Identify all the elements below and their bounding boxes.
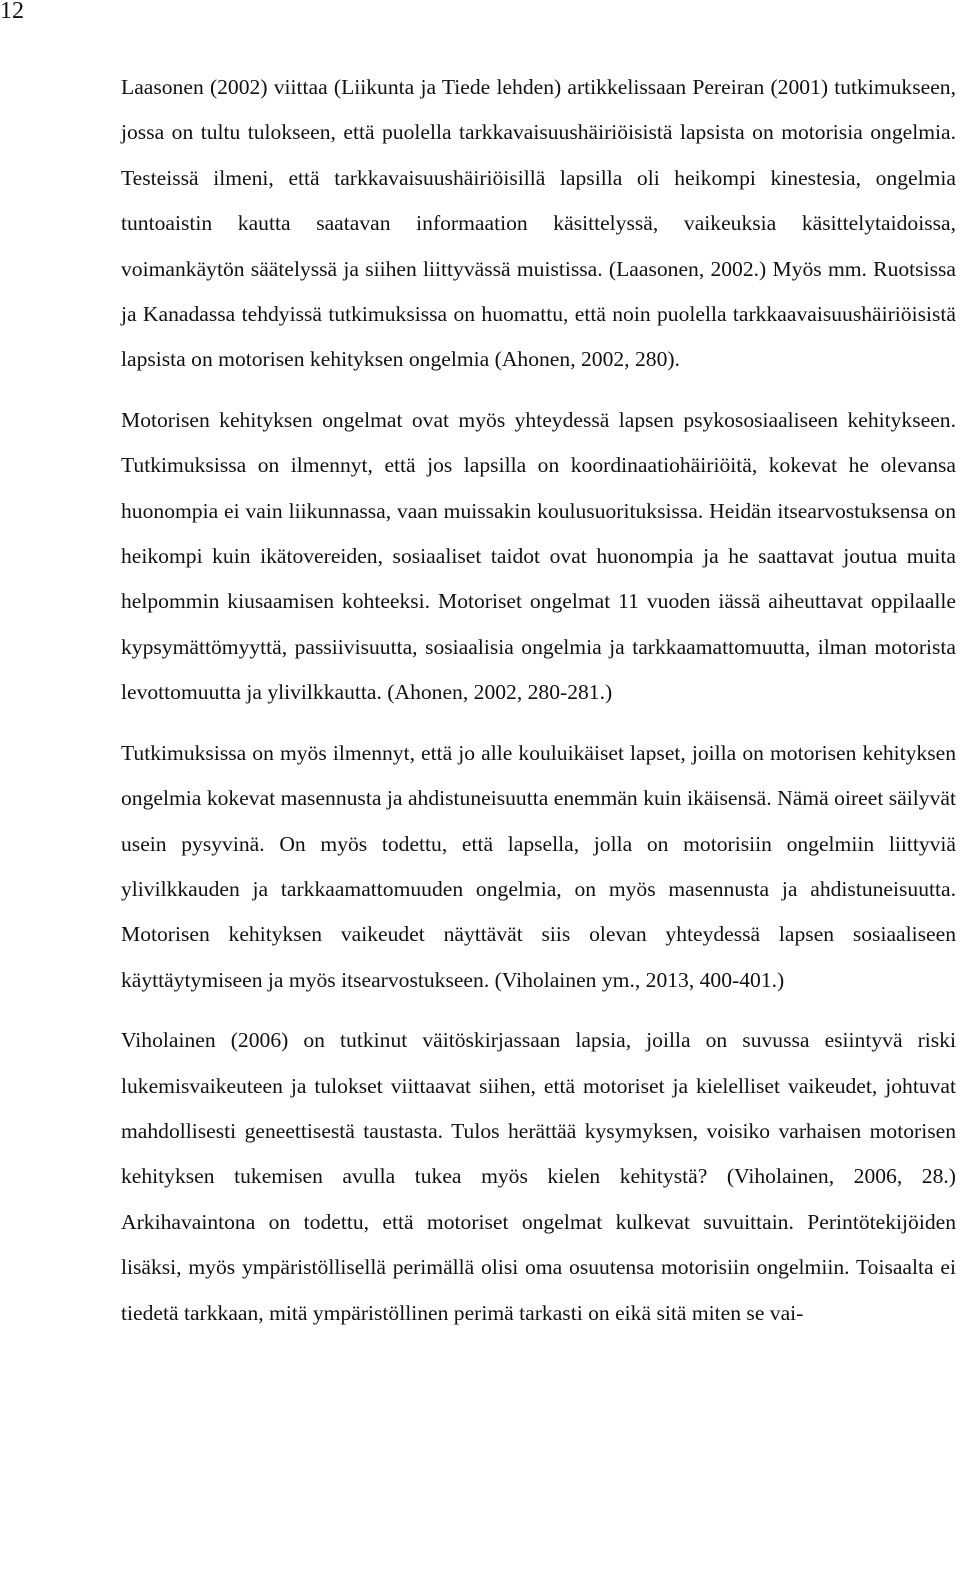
sentence: (Viholainen, 2006, 28.) <box>726 1164 956 1189</box>
paragraph-psychosocial <box>121 398 956 716</box>
sentence: Motorisen kehityksen ongelmat ovat myös yhteydessä lapsen psykososiaaliseen kehitykseen. <box>121 407 956 432</box>
sentence: Myös mm. Ruotsissa ja Kanadassa tehdyissä tutkimuksissa on huomattu, että noin puolella tarkkaavaisuushäiriöisistä lapsista on motorisen kehityksen ongelmia (Ahonen, 2002, 280). <box>121 256 956 372</box>
paragraph-preschool <box>121 731 956 1003</box>
sentence: Toisaalta ei tiedetä tarkkaan, mitä ympäristöllinen perimä tarkasti on eikä sitä miten se vai- <box>121 1255 956 1325</box>
sentence: Motoriset ongelmat 11 vuoden iässä aiheuttavat oppilaalle kypsymättömyyttä, passiivisuutta, sosiaalisia ongelmia ja tarkkaamattomuutta, ilman motorista levottomuutta ja ylivilkkautta. <box>121 589 956 705</box>
sentence: (Laasonen, 2002.) <box>608 256 767 281</box>
sentence: (Viholainen ym., 2013, 400-401.) <box>494 967 785 992</box>
sentence: Nämä oireet säilyvät usein pysyvinä. <box>121 786 956 856</box>
sentence: Motorisen kehityksen vaikeudet näyttävät siis olevan yhteydessä lapsen sosiaaliseen käyttäytymiseen ja myös itsearvostukseen. <box>121 922 956 992</box>
paragraph-laasonen <box>121 65 956 383</box>
page-number: 12 <box>0 0 24 24</box>
sentence: Perintötekijöiden lisäksi, myös ympäristöllisellä perimällä olisi oma osuutensa motorisiin ongelmiin. <box>121 1209 956 1280</box>
sentence: Tutkimuksissa on myös ilmennyt, että jo alle kouluikäiset lapset, joilla on motorisen kehityksen ongelmia kokevat masennusta ja ahdistuneisuutta enemmän kuin ikäisensä. <box>121 740 956 811</box>
sentence: Testeissä ilmeni, että tarkkavaisuushäiriöisillä lapsilla oli heikompi kinestesia, ongelmia tuntoaistin kautta saatavan informaation käsittelyssä, vaikeuksia käsittelytaidoissa, voimankäytön säätelyssä ja siihen liittyvässä muistissa. <box>121 165 956 281</box>
sentence: Viholainen (2006) on tutkinut väitöskirjassaan lapsia, joilla on suvussa esiintyvä riski lukemisvaikeuteen ja tulokset viittaavat siihen, että motoriset ja kielelliset vaikeudet, johtuvat mahdollisesti geneettisestä taustasta. <box>121 1028 956 1143</box>
sentence: (Ahonen, 2002, 280-281.) <box>387 680 613 705</box>
body-text <box>121 65 956 1336</box>
sentence: On myös todettu, että lapsella, jolla on motorisiin ongelmiin liittyviä ylivilkkauden ja tarkkaamattomuuden ongelmia, on myös masennusta ja ahdistuneisuutta. <box>121 831 956 901</box>
sentence: Heidän itsearvostuksensa on heikompi kuin ikätovereiden, sosiaaliset taidot ovat huonompia ja he saattavat joutua muita helpommin kiusaamisen kohteeksi. <box>121 498 957 614</box>
sentence: Tutkimuksissa on ilmennyt, että jos lapsilla on koordinaatiohäiriöitä, kokevat he olevansa huonompia ei vain liikunnassa, vaan muissakin koulusuorituksissa. <box>121 453 956 523</box>
sentence: Laasonen (2002) viittaa (Liikunta ja Tiede lehden) artikkelissaan Pereiran (2001) tutkimukseen, jossa on tultu tulokseen, että puolella tarkkavaisuushäiriöisistä lapsista on motorisia ongelmia. <box>121 75 956 145</box>
paragraph-viholainen <box>121 1018 956 1336</box>
sentence: Tulos herättää kysymyksen, voisiko varhaisen motorisen kehityksen tukemisen avulla tukea myös kielen kehitystä? <box>121 1118 956 1189</box>
sentence: Arkihavaintona on todettu, että motoriset ongelmat kulkevat suvuittain. <box>121 1209 794 1234</box>
